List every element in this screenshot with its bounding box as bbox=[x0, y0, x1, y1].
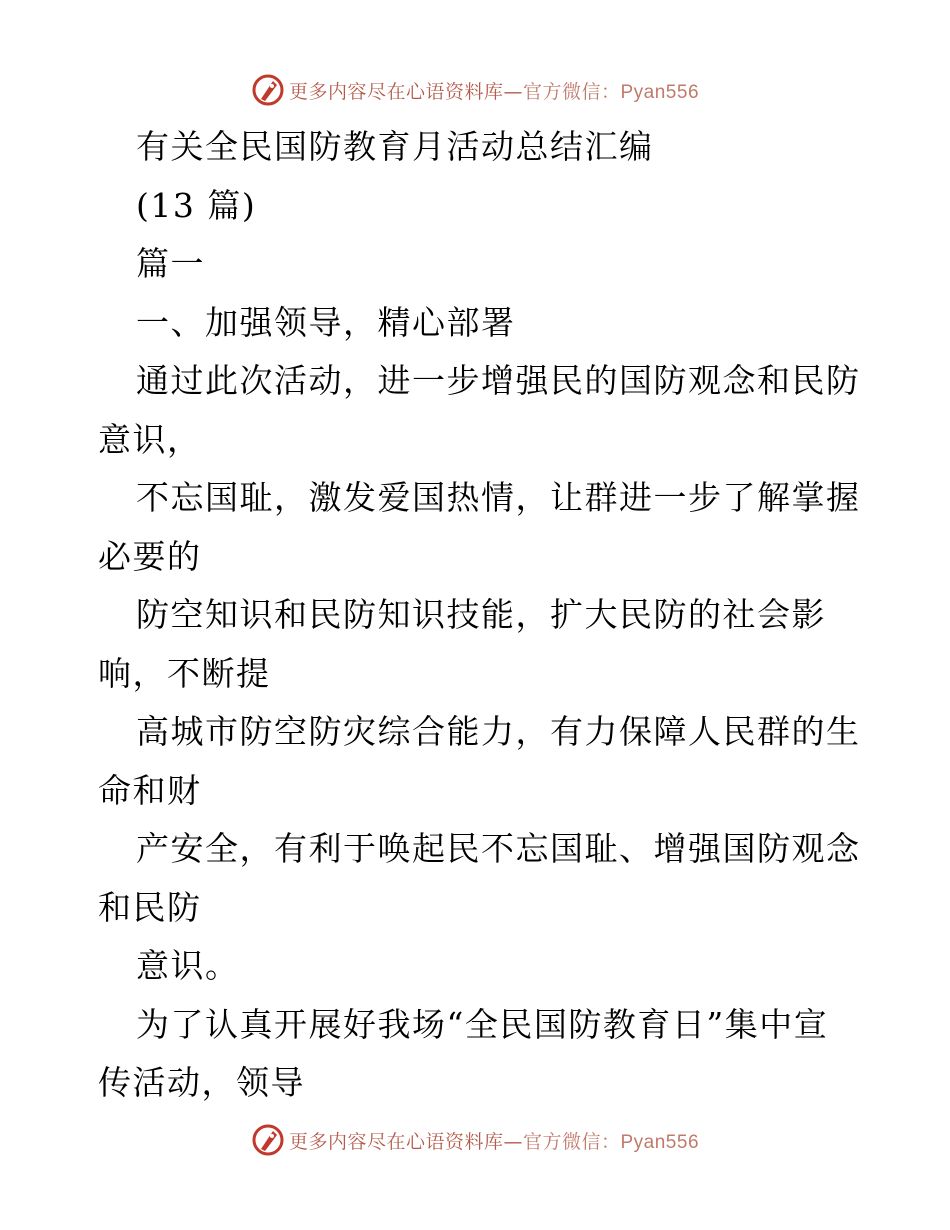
watermark-wechat-id: Pyan556 bbox=[620, 81, 700, 103]
watermark-wechat-label: 官方微信： bbox=[522, 1130, 621, 1153]
watermark-dash: — bbox=[503, 1130, 523, 1153]
paragraph-line: 必要的 bbox=[98, 536, 202, 576]
paragraph-line: 传活动，领导 bbox=[98, 1063, 305, 1102]
watermark-main-text: 更多内容尽在心语资料库 bbox=[288, 80, 504, 103]
document-body bbox=[98, 118, 861, 1113]
paragraph-line: 意识。 bbox=[136, 946, 240, 985]
paragraph-line: 高城市防空防灾综合能力，有力保障人民群的生 bbox=[136, 712, 861, 751]
watermark-wechat-label: 官方微信： bbox=[522, 80, 621, 103]
paragraph-line: 和民防 bbox=[98, 887, 202, 927]
watermark-wechat-id: Pyan556 bbox=[620, 1131, 700, 1153]
document-title: 有关全民国防教育月活动总结汇编 bbox=[136, 127, 654, 166]
paragraph-line: 产安全，有利于唤起民不忘国耻、增强国防观念 bbox=[136, 829, 861, 868]
paragraph-line: 不忘国耻，激发爱国热情，让群进一步了解掌握 bbox=[136, 478, 861, 517]
paragraph-line: 防空知识和民防知识技能，扩大民防的社会影 bbox=[136, 595, 826, 634]
pen-nib-logo-icon bbox=[251, 73, 285, 107]
paragraph-line: 为了认真开展好我场“全民国防教育日”集中宣 bbox=[136, 1004, 829, 1044]
watermark-header bbox=[0, 70, 950, 110]
watermark-main-text: 更多内容尽在心语资料库 bbox=[288, 1130, 504, 1153]
paragraph-line: 通过此次活动，进一步增强民的国防观念和民防 bbox=[136, 361, 861, 400]
paragraph-line: 响，不断提 bbox=[98, 653, 271, 693]
section-heading: 篇一 bbox=[136, 244, 205, 283]
paragraph-line: 命和财 bbox=[98, 770, 202, 810]
watermark-dash: — bbox=[503, 80, 523, 103]
document-subtitle: (13 篇) bbox=[136, 185, 257, 225]
watermark-footer bbox=[0, 1120, 950, 1160]
paragraph-line: 意识， bbox=[98, 419, 202, 459]
pen-nib-logo-icon bbox=[251, 1123, 285, 1157]
subsection-heading: 一、加强领导，精心部署 bbox=[136, 302, 516, 342]
